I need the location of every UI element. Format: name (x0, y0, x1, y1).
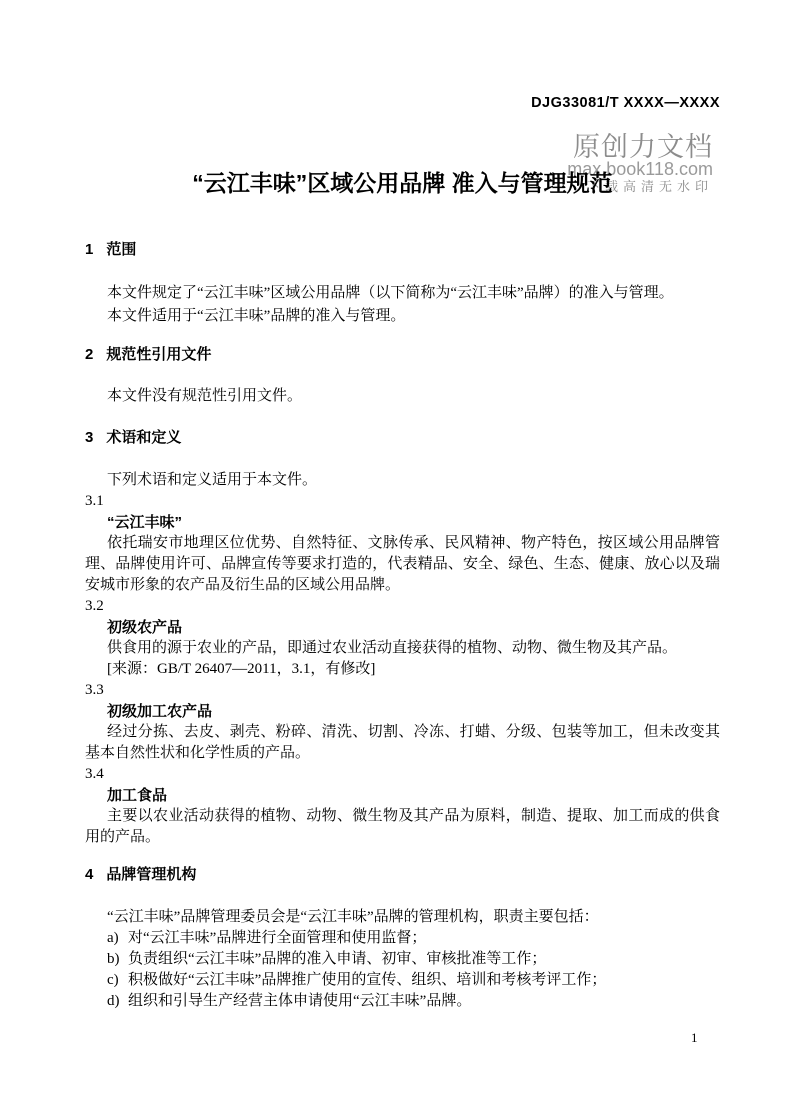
scope-paragraph-1: 本文件规定了“云江丰味”区域公用品牌（以下简称为“云江丰味”品牌）的准入与管理。 (107, 285, 674, 301)
term-3-4-number: 3.4 (85, 766, 104, 782)
list-text-a: 对“云江丰味”品牌进行全面管理和使用监督； (128, 930, 427, 946)
list-item-d (85, 991, 720, 1012)
term-3-2-number: 3.2 (85, 598, 104, 614)
list-item-b (85, 949, 720, 970)
section-3-title: 术语和定义 (106, 429, 182, 446)
term-3-4-name: 加工食品 (107, 787, 168, 804)
list-marker-a: a) (107, 930, 119, 946)
section-2-heading (85, 345, 720, 365)
terms-intro: 下列术语和定义适用于本文件。 (107, 472, 318, 488)
term-3-3-name: 初级加工农产品 (107, 703, 213, 720)
term-3-3-number: 3.3 (85, 682, 104, 698)
list-marker-c: c) (107, 972, 119, 988)
section-3-number: 3 (85, 429, 94, 446)
section-3-heading (85, 428, 720, 448)
section-4-title: 品牌管理机构 (106, 866, 197, 883)
page-number: 1 (691, 1030, 698, 1045)
section-4-heading (85, 865, 720, 885)
term-3-1-number: 3.1 (85, 493, 104, 509)
list-item-c (85, 970, 720, 991)
list-text-c: 积极做好“云江丰味”品牌推广使用的宣传、组织、培训和考核考评工作； (128, 972, 607, 988)
list-text-b: 负责组织“云江丰味”品牌的准入申请、初审、审核批准等工作； (128, 951, 547, 967)
term-3-2-definition: 供食用的源于农业的产品，即通过农业活动直接获得的植物、动物、微生物及其产品。 (107, 640, 678, 656)
scope-paragraph-2: 本文件适用于“云江丰味”品牌的准入与管理。 (107, 308, 406, 324)
section-1-title: 范围 (106, 241, 137, 258)
section-2-title: 规范性引用文件 (106, 346, 212, 363)
brand-mgmt-intro: “云江丰味”品牌管理委员会是“云江丰味”品牌的管理机构，职责主要包括： (107, 909, 599, 925)
doc-number: DJG33081/T XXXX—XXXX (531, 95, 720, 111)
document-title: “云江丰味”区域公用品牌 准入与管理规范 (192, 170, 613, 196)
list-marker-b: b) (107, 951, 120, 967)
section-2-number: 2 (85, 346, 94, 363)
term-3-1-definition: 依托瑞安市地理区位优势、自然特征、文脉传承、民风精神、物产特色，按区域公用品牌管理、品牌使用许可、品牌宣传等要求打造的，代表精品、安全、绿色、生态、健康、放心以及瑞安城市形象的农产品及衍生品的区域公用品牌。 (85, 535, 720, 593)
watermark-site-url: max.book118.com (567, 159, 713, 179)
section-4-number: 4 (85, 866, 94, 883)
term-3-1-name: “云江丰味” (107, 514, 183, 531)
normative-refs-paragraph: 本文件没有规范性引用文件。 (107, 388, 303, 404)
watermark-brand: 原创力文档 (573, 132, 713, 162)
list-item-a (85, 928, 720, 949)
term-3-3-definition: 经过分拣、去皮、剥壳、粉碎、清洗、切割、冷冻、打蜡、分级、包装等加工，但未改变其基本自然性状和化学性质的产品。 (85, 724, 720, 761)
list-text-d: 组织和引导生产经营主体申请使用“云江丰味”品牌。 (128, 993, 472, 1009)
list-marker-d: d) (107, 993, 120, 1009)
term-3-4-definition: 主要以农业活动获得的植物、动物、微生物及其产品为原料，制造、提取、加工而成的供食用的产品。 (85, 808, 720, 845)
section-1-number: 1 (85, 241, 94, 258)
watermark-tagline: 下载高清无水印 (586, 179, 713, 194)
term-3-2-name: 初级农产品 (107, 619, 183, 636)
term-3-2-source: [来源：GB/T 26407—2011，3.1，有修改] (107, 661, 376, 677)
section-1-heading (85, 240, 720, 260)
